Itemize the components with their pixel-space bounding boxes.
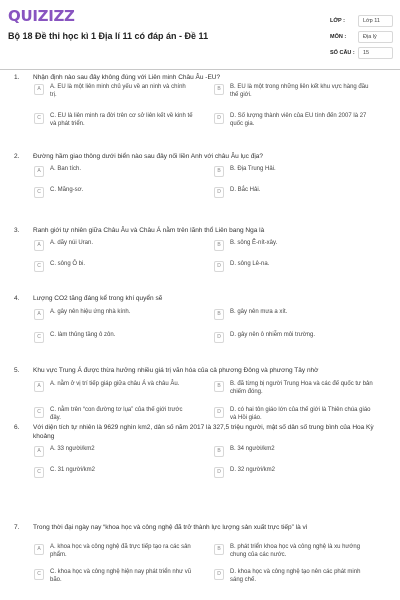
- option-letter-box[interactable]: B: [214, 166, 224, 177]
- question-number: 6.: [14, 424, 20, 431]
- answer-option-b[interactable]: [214, 544, 374, 559]
- option-letter-box[interactable]: A: [34, 84, 44, 95]
- answer-option-d[interactable]: [214, 569, 374, 584]
- option-text: C. sông Ô bi.: [50, 261, 86, 267]
- option-text: C. EU là liên minh ra đời trên cơ sở liên kết về kinh tế và phát triển.: [50, 113, 193, 127]
- answer-option-b[interactable]: [214, 84, 374, 99]
- option-text: D. khoa học và công nghệ tạo nên các phát minh sáng chế.: [230, 569, 361, 583]
- answer-option-c[interactable]: [34, 332, 194, 343]
- answer-option-a[interactable]: [34, 309, 194, 320]
- option-text: C. làm thủng tầng ô zôn.: [50, 332, 116, 338]
- question-number: 5.: [14, 367, 20, 374]
- option-letter-box[interactable]: D: [214, 113, 224, 124]
- question-item: [0, 295, 400, 361]
- option-text: B. gây nên mưa a xít.: [230, 309, 288, 315]
- question-number: 2.: [14, 153, 20, 160]
- option-letter-box[interactable]: A: [34, 240, 44, 251]
- option-text: D. gây nên ô nhiễm môi trường.: [230, 332, 315, 338]
- option-letter-box[interactable]: A: [34, 309, 44, 320]
- question-text: Với diện tích tự nhiên là 9629 nghìn km2, dân số năm 2017 là 327,5 triệu người, mật số dân số trung bình của Hoa Kỳ khoảng: [33, 424, 374, 440]
- meta-label: SỐ CÂU :: [330, 50, 355, 56]
- answer-option-d[interactable]: [214, 113, 374, 128]
- answer-option-b[interactable]: [214, 446, 374, 457]
- meta-row-subject: [330, 30, 393, 44]
- answer-option-c[interactable]: [34, 407, 194, 422]
- quizizz-logo[interactable]: QUIZIZZ: [8, 7, 75, 25]
- option-letter-box[interactable]: C: [34, 187, 44, 198]
- meta-value: Lớp 11: [358, 15, 393, 27]
- option-letter-box[interactable]: B: [214, 240, 224, 251]
- question-text: Đường hầm giao thông dưới biển nào sau đây nối liền Anh với châu Âu lục địa?: [33, 153, 263, 160]
- option-letter-box[interactable]: C: [34, 261, 44, 272]
- header-divider: [0, 69, 400, 70]
- option-letter-box[interactable]: D: [214, 569, 224, 580]
- option-text: D. có hai tôn giáo lớn của thế giới là Thiên chúa giáo và Hồi giáo.: [230, 407, 371, 421]
- option-text: A. nằm ở vị trí tiếp giáp giữa châu Á và châu Âu.: [50, 381, 180, 387]
- option-text: D. 32 người/km2: [230, 467, 275, 473]
- option-text: B. Địa Trung Hải.: [230, 166, 276, 172]
- option-letter-box[interactable]: C: [34, 407, 44, 418]
- option-letter-box[interactable]: D: [214, 467, 224, 478]
- question-item: [0, 153, 400, 221]
- option-text: A. khoa học và công nghệ đã trực tiếp tạo ra các sản phẩm.: [50, 544, 191, 558]
- option-text: B. đã từng bị người Trung Hoa và các đế quốc tư bản chiếm đóng.: [230, 381, 373, 395]
- answer-option-b[interactable]: [214, 240, 374, 251]
- answer-option-d[interactable]: [214, 467, 374, 478]
- option-letter-box[interactable]: B: [214, 84, 224, 95]
- question-text: Ranh giới tự nhiên giữa Châu Âu và Châu Á nằm trên lãnh thổ Liên bang Nga là: [33, 227, 265, 234]
- meta-label: LỚP :: [330, 18, 345, 24]
- answer-option-a[interactable]: [34, 381, 194, 392]
- meta-label: MÔN :: [330, 34, 347, 40]
- option-text: D. sông Lê-na.: [230, 261, 270, 267]
- meta-value: Địa lý: [358, 31, 393, 43]
- option-text: C. 31 người/km2: [50, 467, 95, 473]
- option-letter-box[interactable]: D: [214, 407, 224, 418]
- question-number: 3.: [14, 227, 20, 234]
- option-letter-box[interactable]: C: [34, 113, 44, 124]
- question-item: [0, 227, 400, 295]
- option-text: C. khoa học và công nghệ hiện nay phát triển như vũ bão.: [50, 569, 192, 583]
- option-letter-box[interactable]: A: [34, 166, 44, 177]
- option-letter-box[interactable]: A: [34, 446, 44, 457]
- question-number: 7.: [14, 524, 20, 531]
- answer-option-a[interactable]: [34, 84, 194, 99]
- question-item: [0, 524, 400, 600]
- option-text: B. EU là một trong những liên kết khu vực hàng đầu thế giới.: [230, 84, 369, 98]
- option-letter-box[interactable]: B: [214, 544, 224, 555]
- option-letter-box[interactable]: D: [214, 261, 224, 272]
- question-number: 4.: [14, 295, 20, 302]
- option-letter-box[interactable]: B: [214, 446, 224, 457]
- answer-option-c[interactable]: [34, 569, 194, 584]
- answer-option-a[interactable]: [34, 544, 194, 559]
- option-text: B. sông Ê-nít-xây.: [230, 240, 278, 246]
- answer-option-c[interactable]: [34, 467, 194, 478]
- question-number: 1.: [14, 74, 20, 81]
- option-text: B. 34 người/km2: [230, 446, 275, 452]
- option-text: D. Bắc Hải.: [230, 187, 261, 193]
- option-text: B. phát triển khoa học và công nghệ là xu hướng chung của các nước.: [230, 544, 361, 558]
- question-text: Trong thời đại ngày nay “khoa học và công nghệ đã trở thành lực lượng sản xuất trực tiếp” là vì: [33, 524, 308, 531]
- option-text: C. nằm trên “con đường tơ lụa” của thế giới trước đây.: [50, 407, 183, 421]
- answer-option-a[interactable]: [34, 446, 194, 457]
- answer-option-c[interactable]: [34, 113, 194, 128]
- question-text: Lượng CO2 tăng đáng kể trong khí quyển sẽ: [33, 295, 163, 302]
- option-letter-box[interactable]: A: [34, 381, 44, 392]
- answer-option-b[interactable]: [214, 381, 374, 396]
- option-text: A. Ban tích.: [50, 166, 82, 172]
- option-text: C. Măng-sơ.: [50, 187, 84, 193]
- option-letter-box[interactable]: A: [34, 544, 44, 555]
- option-text: A. EU là một liên minh chủ yếu về an ninh và chính trị.: [50, 84, 186, 98]
- option-text: D. Số lượng thành viên của EU tính đến 2007 là 27 quốc gia.: [230, 113, 367, 127]
- answer-option-b[interactable]: [214, 166, 374, 177]
- question-text: Khu vực Trung Á được thừa hưởng nhiều giá trị văn hóa của cả phương Đông và phương Tây nhờ: [33, 367, 319, 374]
- option-letter-box[interactable]: C: [34, 569, 44, 580]
- answer-option-d[interactable]: [214, 187, 374, 198]
- answer-option-b[interactable]: [214, 309, 374, 320]
- option-letter-box[interactable]: C: [34, 467, 44, 478]
- meta-value: 15: [358, 47, 393, 59]
- option-letter-box[interactable]: B: [214, 309, 224, 320]
- option-text: A. dãy núi Uran.: [50, 240, 94, 246]
- question-item: [0, 74, 400, 148]
- question-item: [0, 424, 400, 494]
- answer-option-d[interactable]: [214, 407, 374, 422]
- option-text: A. gây nên hiệu ứng nhà kính.: [50, 309, 131, 315]
- page-title: Bộ 18 Đề thi học kì 1 Địa lí 11 có đáp án - Đề 11: [8, 31, 209, 41]
- meta-panel: [330, 14, 393, 60]
- option-text: A. 33 người/km2: [50, 446, 95, 452]
- answer-option-d[interactable]: [214, 332, 374, 343]
- question-text: Nhận định nào sau đây không đúng với Liên minh Châu Âu -EU?: [33, 74, 221, 81]
- option-letter-box[interactable]: D: [214, 332, 224, 343]
- answer-option-c[interactable]: [34, 261, 194, 272]
- answer-option-a[interactable]: [34, 240, 194, 251]
- answer-option-a[interactable]: [34, 166, 194, 177]
- option-letter-box[interactable]: D: [214, 187, 224, 198]
- meta-row-class: [330, 14, 393, 28]
- option-letter-box[interactable]: B: [214, 381, 224, 392]
- meta-row-count: [330, 46, 393, 60]
- answer-option-d[interactable]: [214, 261, 374, 272]
- option-letter-box[interactable]: C: [34, 332, 44, 343]
- answer-option-c[interactable]: [34, 187, 194, 198]
